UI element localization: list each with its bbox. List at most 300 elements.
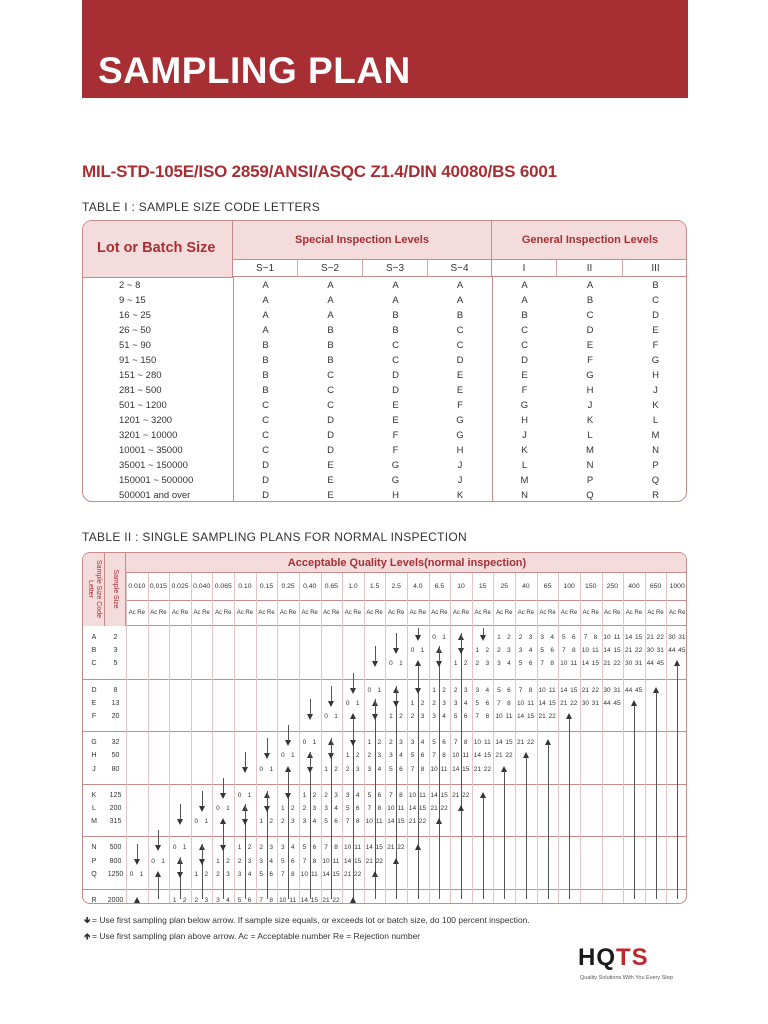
ac-value: 7	[259, 897, 263, 904]
column-divider	[364, 573, 365, 904]
ac-value: 10	[452, 752, 460, 760]
code-letter: M	[651, 430, 660, 441]
aql-value: 0.15	[259, 583, 274, 590]
code-letter: G	[456, 415, 464, 426]
re-value: 6	[269, 870, 273, 878]
code-letter: E	[91, 699, 97, 707]
ac-value: 21	[387, 844, 395, 852]
re-value: 6	[377, 791, 382, 799]
re-value: 15	[375, 844, 383, 852]
ac-re-label: Ac Re	[301, 610, 318, 616]
ac-value: 2	[216, 870, 220, 878]
re-value: 31	[656, 647, 664, 655]
ac-value: 7	[453, 739, 458, 747]
re-value: 3	[485, 660, 490, 668]
re-value: 4	[290, 844, 295, 852]
re-value: 1	[226, 805, 230, 812]
lot-size: 9 ~ 15	[119, 295, 146, 306]
column-divider	[429, 573, 430, 904]
re-value: 6	[463, 713, 468, 720]
arrow-shaft	[245, 804, 246, 820]
re-value: 6	[312, 844, 317, 852]
column-divider	[169, 573, 170, 904]
re-value: 11	[332, 857, 340, 865]
code-letter: E	[327, 490, 334, 501]
code-letter: K	[586, 415, 594, 426]
ac-value: 2	[259, 844, 263, 852]
arrow-shaft	[634, 705, 635, 899]
ac-value: 14	[473, 752, 481, 760]
re-value: 8	[571, 647, 576, 655]
re-value: 6	[528, 660, 533, 668]
arrow-shaft	[418, 628, 419, 636]
re-value: 4	[528, 647, 533, 655]
code-letter: C	[392, 340, 399, 351]
aql-value: 25	[500, 583, 509, 590]
code-letter: C	[91, 660, 97, 668]
column-divider	[515, 573, 516, 904]
re-value: 3	[377, 752, 382, 760]
code-letter: C	[262, 400, 269, 411]
note-up-text: = Use first sampling plan above arrow. Ac = Acceptable number Re = Rejection number	[92, 931, 421, 941]
ac-value: 21	[603, 660, 611, 668]
re-value: 4	[442, 713, 446, 720]
re-value: 22	[613, 660, 621, 668]
ac-value: 1	[453, 660, 458, 668]
ac-re-label: Ac Re	[258, 610, 275, 616]
ac-value: 2	[345, 765, 350, 773]
ac-value: 10	[603, 634, 611, 641]
ac-value: 0	[216, 805, 220, 812]
ac-value: 5	[302, 844, 307, 852]
code-letter-header: Sample Size Code Letter	[86, 560, 102, 618]
code-letter: L	[587, 430, 593, 441]
re-value: 22	[505, 752, 513, 760]
aql-value: 250	[606, 583, 618, 590]
ac-value: 14	[538, 699, 546, 707]
arrow-shaft	[656, 692, 657, 899]
lot-size: 51 ~ 90	[119, 340, 151, 351]
ac-value: 2	[518, 634, 523, 641]
code-letter: A	[456, 295, 464, 306]
re-value: 2	[269, 818, 273, 826]
ac-value: 3	[410, 739, 415, 747]
re-value: 15	[526, 713, 535, 720]
re-value: 15	[462, 765, 470, 773]
code-letter: E	[521, 370, 528, 381]
code-letter: G	[520, 400, 529, 411]
code-letter: A	[327, 295, 334, 306]
table-row	[83, 458, 687, 473]
aql-value: 0.40	[303, 583, 317, 590]
ac-value: 5	[324, 818, 328, 826]
ac-value: 1	[345, 752, 350, 760]
re-value: 3	[290, 818, 295, 826]
ac-value: 0	[432, 634, 436, 641]
code-letter: K	[652, 400, 659, 411]
code-letter: H	[456, 445, 464, 456]
logo-tagline: Quality Solutions With You Every Step	[580, 975, 673, 981]
code-letter: B	[327, 340, 334, 351]
re-value: 4	[334, 805, 338, 812]
ac-value: 7	[540, 660, 544, 668]
re-value: 6	[290, 857, 295, 865]
code-letter: J	[457, 460, 463, 471]
re-value: 11	[419, 791, 426, 799]
column-divider	[450, 573, 451, 904]
ac-value: 30	[668, 634, 676, 641]
sample-size: 32	[111, 739, 120, 747]
aql-value: 0.25	[281, 583, 295, 590]
code-letter: C	[327, 385, 334, 396]
sample-size: 3	[113, 647, 118, 655]
re-value: 22	[397, 844, 405, 852]
ac-value: 3	[216, 897, 220, 904]
code-letter: A	[327, 280, 334, 291]
aql-value: 65	[543, 583, 552, 590]
ac-value: 5	[280, 857, 285, 865]
code-letter: D	[262, 490, 269, 501]
code-letter: J	[587, 400, 593, 411]
re-value: 6	[507, 686, 511, 694]
ac-value: 2	[367, 752, 372, 760]
ac-value: 7	[345, 818, 350, 826]
arrow-shaft	[504, 771, 505, 899]
ac-value: 14	[560, 686, 568, 694]
ac-re-label: Ac Re	[193, 610, 210, 616]
up-arrow-icon	[134, 897, 140, 903]
title-banner	[82, 0, 688, 98]
ac-value: 5	[410, 752, 415, 760]
lot-size: 501 ~ 1200	[119, 400, 167, 411]
ac-value: 2	[280, 818, 285, 826]
re-value: 11	[462, 752, 470, 760]
ac-value: 5	[259, 870, 263, 878]
re-value: 1	[334, 713, 338, 720]
code-letter: B	[392, 325, 399, 336]
code-letter: C	[327, 370, 334, 381]
code-letter: R	[91, 897, 97, 904]
lot-size: 281 ~ 500	[119, 385, 162, 396]
arrow-shaft	[548, 744, 549, 899]
code-letter: D	[392, 370, 399, 381]
arrow-shaft	[461, 810, 462, 899]
re-value: 15	[570, 686, 578, 694]
ac-value: 21	[365, 857, 373, 865]
code-letter: A	[456, 280, 464, 291]
re-value: 1	[161, 857, 165, 865]
re-value: 22	[570, 699, 578, 707]
column-divider	[321, 573, 322, 904]
re-value: 4	[420, 739, 425, 747]
ac-value: 0	[345, 699, 350, 707]
arrow-shaft	[202, 844, 203, 860]
lot-size: 10001 ~ 35000	[119, 445, 183, 456]
column-divider	[212, 573, 213, 904]
re-value: 1	[355, 699, 360, 707]
code-letter: H	[652, 370, 659, 381]
ac-value: 5	[345, 805, 350, 812]
ac-value: 21	[560, 699, 568, 707]
ac-value: 3	[518, 647, 523, 655]
re-value: 11	[548, 686, 556, 694]
code-letter: A	[262, 325, 269, 336]
lot-size: 16 ~ 25	[119, 310, 151, 321]
logo-word-part1: HQ	[578, 944, 616, 971]
re-value: 3	[312, 805, 317, 812]
re-value: 1	[182, 844, 187, 852]
lot-size-header: Lot or Batch Size	[97, 240, 216, 256]
ac-re-label: Ac Re	[323, 610, 340, 616]
code-letter: F	[652, 340, 659, 351]
re-value: 1	[204, 818, 209, 826]
sample-size-header-cell	[105, 553, 126, 626]
ac-value: 0	[367, 686, 372, 694]
re-value: 3	[204, 897, 209, 904]
ac-value: 10	[408, 791, 417, 799]
ac-value: 3	[280, 844, 285, 852]
level-header: S−2	[298, 260, 363, 277]
column-divider	[299, 573, 300, 904]
ac-re-label: Ac Re	[582, 610, 599, 616]
re-value: 2	[399, 713, 403, 720]
re-value: 4	[507, 660, 511, 668]
ac-value: 21	[430, 805, 438, 812]
sample-size-header: Sample Size	[112, 569, 119, 609]
sample-size: 8	[113, 686, 118, 694]
re-value: 3	[355, 765, 360, 773]
re-value: 4	[312, 818, 317, 826]
ac-re-label: Ac Re	[409, 610, 426, 616]
inspection-levels-row	[233, 259, 687, 277]
re-value: 2	[204, 870, 209, 878]
ac-re-label: Ac Re	[625, 610, 643, 616]
sample-size: 315	[109, 818, 122, 826]
code-letter: C	[262, 415, 269, 426]
code-letter: Q	[586, 490, 594, 501]
column-divider	[623, 573, 624, 904]
re-value: 11	[505, 713, 513, 720]
re-value: 11	[289, 897, 297, 904]
table-row	[83, 293, 687, 308]
sample-size: 200	[109, 805, 122, 812]
arrow-shaft	[375, 699, 376, 715]
ac-value: 0	[280, 752, 285, 760]
lot-size: 3201 ~ 10000	[119, 430, 178, 441]
page-title: SAMPLING PLAN	[98, 50, 411, 91]
re-value: 6	[399, 765, 403, 773]
re-value: 6	[420, 752, 425, 760]
re-value: 22	[635, 647, 643, 655]
code-letter: D	[327, 415, 334, 426]
lot-size: 2 ~ 8	[119, 280, 141, 291]
sample-size: 125	[109, 791, 122, 799]
re-value: 8	[528, 686, 533, 694]
re-value: 4	[226, 897, 230, 904]
re-value: 15	[591, 660, 600, 668]
code-letter: N	[91, 844, 97, 852]
level-header: I	[492, 260, 557, 277]
re-value: 3	[226, 870, 230, 878]
ac-value: 44	[668, 647, 676, 655]
ac-value: 3	[432, 713, 436, 720]
re-value: 8	[593, 634, 598, 641]
ac-value: 2	[475, 660, 480, 668]
re-value: 11	[527, 699, 534, 707]
re-value: 8	[355, 818, 360, 826]
code-letter: D	[327, 445, 334, 456]
ac-value: 30	[581, 699, 590, 707]
code-letter: H	[586, 385, 594, 396]
table-row	[83, 353, 687, 368]
ac-value: 5	[475, 699, 480, 707]
re-value: 1	[139, 870, 144, 878]
ac-value: 3	[475, 686, 480, 694]
table-row	[83, 368, 687, 383]
re-value: 4	[550, 634, 554, 641]
ac-re-label: Ac Re	[344, 610, 362, 616]
code-letter: D	[456, 355, 464, 366]
ac-value: 2	[389, 739, 393, 747]
column-divider	[558, 573, 559, 904]
code-letter: E	[456, 370, 464, 381]
aql-value: 1.5	[369, 583, 380, 590]
aql-value: 15	[478, 583, 487, 590]
ac-value: 10	[495, 713, 503, 720]
arrow-shaft	[223, 830, 224, 846]
ac-value: 14	[516, 713, 525, 720]
arrow-shaft	[245, 752, 246, 768]
re-value: 6	[442, 739, 446, 747]
code-letter: G	[391, 475, 400, 486]
ac-value: 7	[302, 857, 307, 865]
ac-re-label: Ac Re	[647, 610, 664, 616]
code-letter: Q	[91, 870, 97, 878]
re-value: 1	[312, 739, 317, 747]
ac-value: 30	[646, 647, 654, 655]
re-value: 2	[463, 660, 468, 668]
ac-value: 7	[561, 647, 566, 655]
code-letter: H	[91, 752, 97, 760]
ac-value: 1	[389, 713, 393, 720]
table-row	[83, 488, 687, 502]
re-value: 45	[613, 699, 621, 707]
column-divider	[342, 573, 343, 904]
re-value: 2	[247, 844, 252, 852]
sample-size: 20	[111, 713, 120, 720]
code-letter: D	[586, 325, 594, 336]
lot-size: 1201 ~ 3200	[119, 415, 173, 426]
re-value: 22	[483, 765, 491, 773]
ac-value: 7	[583, 634, 588, 641]
code-letter: B	[262, 340, 269, 351]
arrow-shaft	[288, 778, 289, 794]
re-value: 8	[550, 660, 554, 668]
code-letter: C	[521, 340, 528, 351]
re-value: 6	[247, 897, 252, 904]
ac-value: 0	[324, 713, 328, 720]
ac-value: 0	[259, 765, 263, 773]
re-value: 22	[656, 634, 664, 641]
re-value: 3	[420, 713, 425, 720]
re-value: 2	[312, 791, 317, 799]
table-row	[83, 473, 687, 488]
re-value: 6	[571, 634, 576, 641]
re-value: 31	[635, 660, 643, 668]
single-sampling-plans-table	[82, 552, 687, 904]
arrow-shaft	[158, 830, 159, 846]
ac-value: 14	[603, 647, 611, 655]
re-value: 15	[613, 647, 621, 655]
re-value: 2	[485, 647, 490, 655]
code-letter: E	[392, 400, 399, 411]
column-divider	[645, 573, 646, 904]
code-letter: F	[91, 713, 97, 720]
re-value: 2	[182, 897, 187, 904]
re-value: 11	[375, 818, 383, 826]
re-value: 3	[399, 739, 403, 747]
re-value: 2	[377, 739, 382, 747]
code-letter: G	[586, 370, 594, 381]
re-value: 15	[332, 870, 340, 878]
ac-value: 7	[324, 844, 328, 852]
ac-value: 2	[432, 699, 436, 707]
code-letter: C	[456, 325, 464, 336]
re-value: 11	[592, 647, 599, 655]
ac-re-label: Ac Re	[431, 610, 448, 616]
re-value: 22	[440, 805, 448, 812]
ac-value: 2	[237, 857, 242, 865]
arrow-shaft	[396, 686, 397, 702]
ac-value: 0	[302, 739, 307, 747]
arrow-shaft	[569, 718, 570, 899]
note-up-arrow	[84, 929, 420, 945]
ac-value: 0	[410, 647, 415, 655]
arrow-shaft	[310, 699, 311, 715]
code-letter: A	[521, 295, 528, 306]
ac-re-label: Ac Re	[560, 610, 578, 616]
re-value: 11	[440, 765, 448, 773]
re-value: 3	[442, 699, 446, 707]
ac-re-label: Ac Re	[496, 610, 513, 616]
re-value: 31	[613, 686, 621, 694]
re-value: 22	[418, 818, 427, 826]
table-row	[83, 428, 687, 443]
column-divider	[537, 573, 538, 904]
re-value: 8	[269, 897, 273, 904]
ac-value: 1	[410, 699, 415, 707]
code-letter: C	[262, 445, 269, 456]
column-divider	[580, 573, 581, 904]
code-letter: L	[92, 805, 96, 812]
column-divider	[602, 573, 603, 904]
arrow-shaft	[526, 757, 527, 899]
arrow-shaft	[353, 725, 354, 741]
sample-size: 2000	[107, 897, 124, 904]
re-value: 1	[269, 765, 273, 773]
ac-value: 3	[259, 857, 263, 865]
column-divider	[148, 573, 149, 904]
ac-value: 7	[432, 752, 436, 760]
table-row	[83, 338, 687, 353]
re-value: 11	[483, 739, 491, 747]
re-value: 3	[334, 791, 338, 799]
arrow-shaft	[137, 844, 138, 860]
code-letter: C	[392, 355, 399, 366]
re-value: 4	[399, 752, 403, 760]
re-value: 22	[332, 897, 340, 904]
re-value: 2	[334, 765, 338, 773]
